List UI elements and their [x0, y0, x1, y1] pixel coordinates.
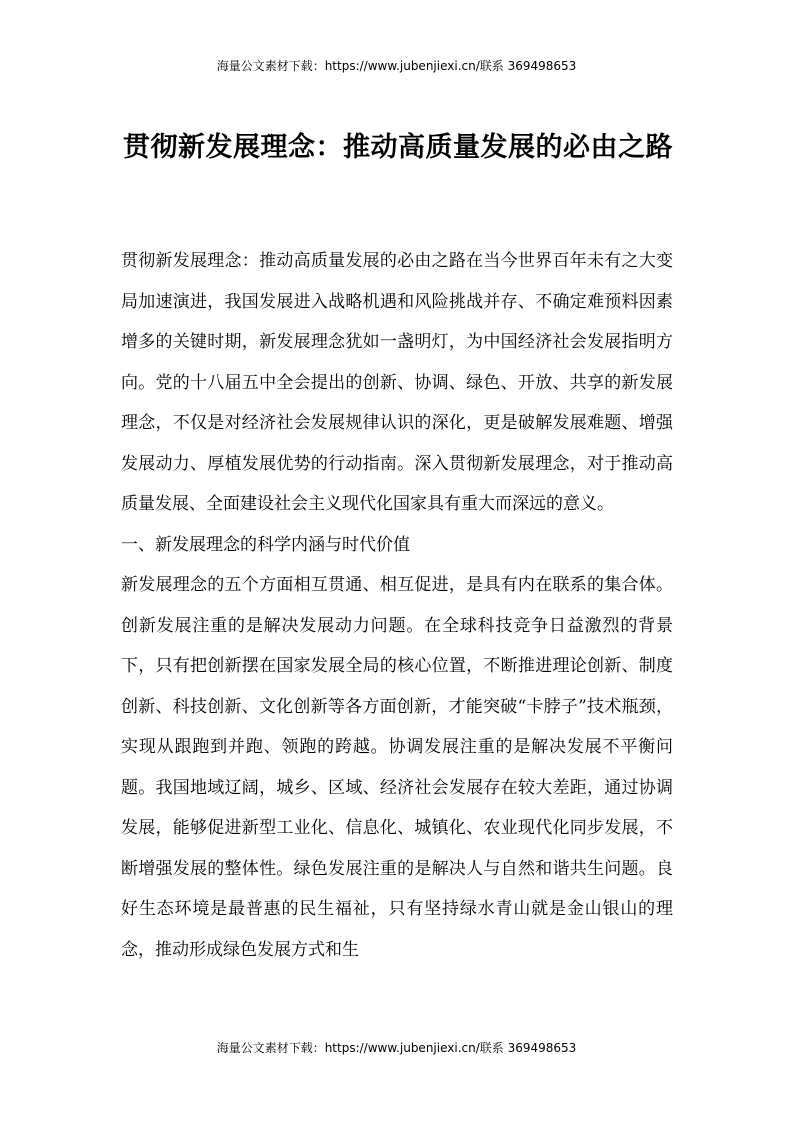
section-heading: 一、新发展理念的科学内涵与时代价值 [121, 534, 410, 555]
header-prefix: 海量公文素材下载： [216, 59, 325, 73]
document-title: 贯彻新发展理念：推动高质量发展的必由之路 [123, 132, 673, 163]
page-footer [0, 1040, 793, 1056]
footer-prefix: 海量公文素材下载： [216, 1041, 325, 1055]
document-body [121, 241, 673, 970]
header-contact: 联系 369498653 [479, 59, 577, 73]
footer-contact: 联系 369498653 [479, 1041, 577, 1055]
paragraph-intro: 贯彻新发展理念：推动高质量发展的必由之路在当今世界百年未有之大变局加速演进，我国发展进入战略机遇和风险挑战并存、不确定难预料因素增多的关键时期，新发展理念犹如一盏明灯，为中国经济社会发展指明方向。党的十八届五中全会提出的创新、协调、绿色、开放、共享的新发展理念，不仅是对经济社会发展规律认识的深化，更是破解发展难题、增强发展动力、厚植发展优势的行动指南。深入贯彻新发展理念，对于推动高质量发展、全面建设社会主义现代化国家具有重大而深远的意义。 [121, 251, 673, 514]
paragraph-section-1: 新发展理念的五个方面相互贯通、相互促进，是具有内在联系的集合体。创新发展注重的是解决发展动力问题。在全球科技竞争日益激烈的背景下，只有把创新摆在国家发展全局的核心位置，不断推进理论创新、制度创新、科技创新、文化创新等各方面创新，才能突破“卡脖子”技术瓶颈，实现从跟跑到并跑、领跑的跨越。协调发展注重的是解决发展不平衡问题。我国地域辽阔，城乡、区域、经济社会发展存在较大差距，通过协调发展，能够促进新型工业化、信息化、城镇化、农业现代化同步发展，不断增强发展的整体性。绿色发展注重的是解决人与自然和谐共生问题。良好生态环境是最普惠的民生福祉，只有坚持绿水青山就是金山银山的理念，推动形成绿色发展方式和生 [121, 575, 673, 960]
page-header [0, 58, 793, 74]
footer-url: https://www.jubenjiexi.cn/ [324, 1041, 480, 1055]
header-url: https://www.jubenjiexi.cn/ [324, 59, 480, 73]
